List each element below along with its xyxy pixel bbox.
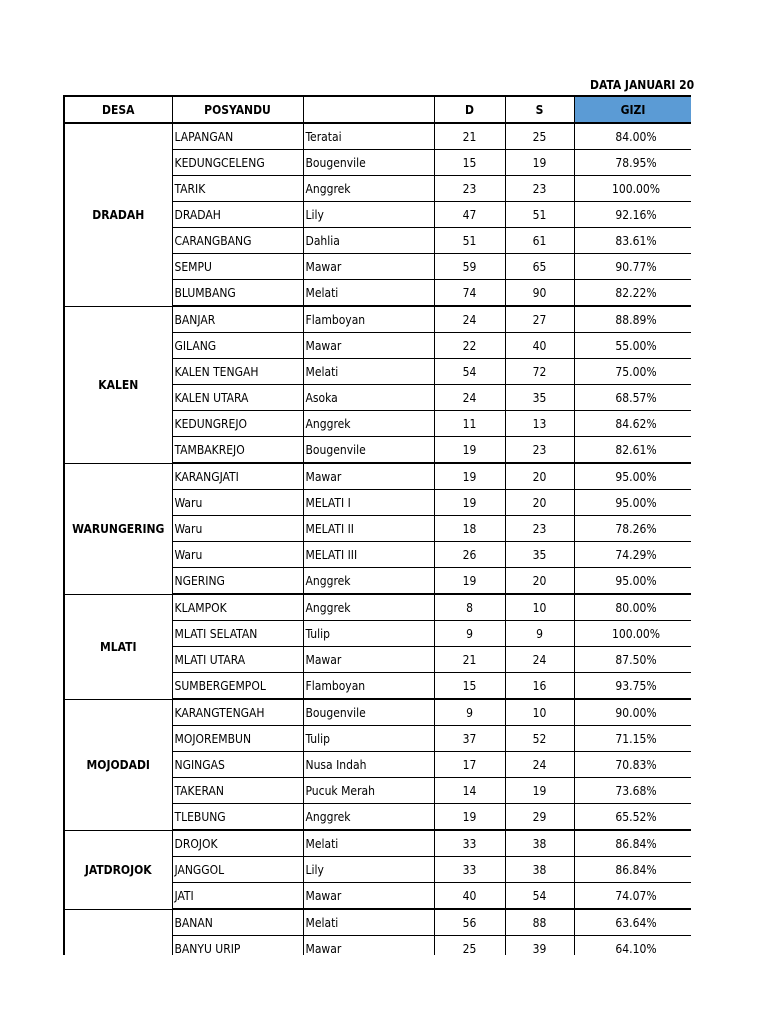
s-cell[interactable]: 38 — [505, 857, 574, 883]
desa-cell[interactable] — [64, 909, 172, 955]
s-cell[interactable]: 51 — [505, 202, 574, 228]
s-cell[interactable]: 24 — [505, 752, 574, 778]
d-cell[interactable]: 19 — [434, 463, 505, 490]
desa-cell[interactable]: MLATI — [64, 594, 172, 699]
posyandu-cell[interactable]: SUMBERGEMPOL — [172, 673, 303, 700]
s-cell[interactable]: 16 — [505, 673, 574, 700]
desa-cell[interactable]: WARUNGERING — [64, 463, 172, 594]
d-cell[interactable]: 74 — [434, 280, 505, 307]
s-cell[interactable]: 61 — [505, 228, 574, 254]
d-cell[interactable]: 19 — [434, 490, 505, 516]
posyandu-cell[interactable]: NGINGAS — [172, 752, 303, 778]
s-cell[interactable]: 23 — [505, 437, 574, 464]
gizi-cell[interactable]: 88.89% — [574, 306, 691, 333]
table-row — [64, 909, 691, 936]
posyandu-table — [63, 95, 691, 955]
d-cell[interactable]: 54 — [434, 359, 505, 385]
spreadsheet — [63, 95, 691, 955]
s-cell[interactable]: 23 — [505, 516, 574, 542]
nama-cell[interactable]: Melati — [303, 359, 434, 385]
gizi-cell[interactable]: 84.00% — [574, 123, 691, 150]
posyandu-cell[interactable]: TARIK — [172, 176, 303, 202]
nama-cell[interactable]: Lily — [303, 202, 434, 228]
s-cell[interactable]: 52 — [505, 726, 574, 752]
s-cell[interactable]: 13 — [505, 411, 574, 437]
s-cell[interactable]: 19 — [505, 778, 574, 804]
s-cell[interactable]: 9 — [505, 621, 574, 647]
d-cell[interactable]: 21 — [434, 647, 505, 673]
posyandu-cell[interactable]: BANAN — [172, 909, 303, 936]
posyandu-cell[interactable]: JANGGOL — [172, 857, 303, 883]
d-cell[interactable]: 8 — [434, 594, 505, 621]
posyandu-cell[interactable]: BLUMBANG — [172, 280, 303, 307]
nama-cell[interactable]: Mawar — [303, 936, 434, 956]
nama-cell[interactable]: Pucuk Merah — [303, 778, 434, 804]
nama-cell[interactable]: Flamboyan — [303, 306, 434, 333]
gizi-cell[interactable]: 74.07% — [574, 883, 691, 910]
d-cell[interactable]: 33 — [434, 830, 505, 857]
nama-cell[interactable]: Mawar — [303, 883, 434, 910]
nama-cell[interactable]: MELATI III — [303, 542, 434, 568]
s-cell[interactable]: 20 — [505, 463, 574, 490]
nama-cell[interactable]: Melati — [303, 909, 434, 936]
d-cell[interactable]: 51 — [434, 228, 505, 254]
col-header-s[interactable]: S — [505, 96, 574, 123]
posyandu-cell[interactable]: Waru — [172, 490, 303, 516]
gizi-cell[interactable]: 82.22% — [574, 280, 691, 307]
table-row — [64, 306, 691, 333]
gizi-cell[interactable]: 63.64% — [574, 909, 691, 936]
col-header-d[interactable]: D — [434, 96, 505, 123]
nama-cell[interactable]: Anggrek — [303, 176, 434, 202]
table-row — [64, 463, 691, 490]
sheet-heading: DATA JANUARI 20 — [590, 78, 695, 92]
s-cell[interactable]: 35 — [505, 385, 574, 411]
d-cell[interactable]: 23 — [434, 176, 505, 202]
desa-cell[interactable]: KALEN — [64, 306, 172, 463]
gizi-cell[interactable]: 90.77% — [574, 254, 691, 280]
posyandu-cell[interactable]: KEDUNGREJO — [172, 411, 303, 437]
d-cell[interactable]: 14 — [434, 778, 505, 804]
gizi-cell[interactable]: 86.84% — [574, 830, 691, 857]
nama-cell[interactable]: Mawar — [303, 647, 434, 673]
s-cell[interactable]: 35 — [505, 542, 574, 568]
gizi-cell[interactable]: 64.10% — [574, 936, 691, 956]
s-cell[interactable]: 23 — [505, 176, 574, 202]
d-cell[interactable]: 19 — [434, 568, 505, 595]
nama-cell[interactable]: Lily — [303, 857, 434, 883]
s-cell[interactable]: 20 — [505, 490, 574, 516]
s-cell[interactable]: 54 — [505, 883, 574, 910]
d-cell[interactable]: 25 — [434, 936, 505, 956]
d-cell[interactable]: 33 — [434, 857, 505, 883]
table-body — [64, 123, 691, 955]
posyandu-cell[interactable]: DRADAH — [172, 202, 303, 228]
posyandu-cell[interactable]: MLATI UTARA — [172, 647, 303, 673]
d-cell[interactable]: 18 — [434, 516, 505, 542]
posyandu-cell[interactable]: JATI — [172, 883, 303, 910]
posyandu-cell[interactable]: TAMBAKREJO — [172, 437, 303, 464]
d-cell[interactable]: 11 — [434, 411, 505, 437]
d-cell[interactable]: 15 — [434, 150, 505, 176]
gizi-cell[interactable]: 92.16% — [574, 202, 691, 228]
s-cell[interactable]: 39 — [505, 936, 574, 956]
posyandu-cell[interactable]: KLAMPOK — [172, 594, 303, 621]
posyandu-cell[interactable]: KARANGTENGAH — [172, 699, 303, 726]
posyandu-cell[interactable]: TAKERAN — [172, 778, 303, 804]
nama-cell[interactable]: Tulip — [303, 726, 434, 752]
d-cell[interactable]: 24 — [434, 385, 505, 411]
gizi-cell[interactable]: 95.00% — [574, 568, 691, 595]
nama-cell[interactable]: Bougenvile — [303, 150, 434, 176]
gizi-cell[interactable]: 83.61% — [574, 228, 691, 254]
d-cell[interactable]: 37 — [434, 726, 505, 752]
s-cell[interactable]: 38 — [505, 830, 574, 857]
posyandu-cell[interactable]: Waru — [172, 542, 303, 568]
d-cell[interactable]: 40 — [434, 883, 505, 910]
posyandu-cell[interactable]: Waru — [172, 516, 303, 542]
d-cell[interactable]: 19 — [434, 804, 505, 831]
posyandu-cell[interactable]: GILANG — [172, 333, 303, 359]
col-header-nama[interactable] — [303, 96, 434, 123]
posyandu-cell[interactable]: TLEBUNG — [172, 804, 303, 831]
gizi-cell[interactable]: 95.00% — [574, 490, 691, 516]
nama-cell[interactable]: Melati — [303, 280, 434, 307]
nama-cell[interactable]: Mawar — [303, 254, 434, 280]
posyandu-cell[interactable]: KEDUNGCELENG — [172, 150, 303, 176]
gizi-cell[interactable]: 65.52% — [574, 804, 691, 831]
gizi-cell[interactable]: 75.00% — [574, 359, 691, 385]
gizi-cell[interactable]: 84.62% — [574, 411, 691, 437]
d-cell[interactable]: 26 — [434, 542, 505, 568]
nama-cell[interactable]: Teratai — [303, 123, 434, 150]
gizi-cell[interactable]: 100.00% — [574, 176, 691, 202]
nama-cell[interactable]: Dahlia — [303, 228, 434, 254]
gizi-cell[interactable]: 95.00% — [574, 463, 691, 490]
nama-cell[interactable]: Mawar — [303, 463, 434, 490]
posyandu-cell[interactable]: KARANGJATI — [172, 463, 303, 490]
gizi-cell[interactable]: 78.95% — [574, 150, 691, 176]
gizi-cell[interactable]: 73.68% — [574, 778, 691, 804]
table-row — [64, 594, 691, 621]
table-row — [64, 123, 691, 150]
s-cell[interactable]: 90 — [505, 280, 574, 307]
desa-cell[interactable]: MOJODADI — [64, 699, 172, 830]
s-cell[interactable]: 72 — [505, 359, 574, 385]
s-cell[interactable]: 25 — [505, 123, 574, 150]
d-cell[interactable]: 24 — [434, 306, 505, 333]
s-cell[interactable]: 20 — [505, 568, 574, 595]
gizi-cell[interactable]: 74.29% — [574, 542, 691, 568]
d-cell[interactable]: 56 — [434, 909, 505, 936]
posyandu-cell[interactable]: SEMPU — [172, 254, 303, 280]
s-cell[interactable]: 29 — [505, 804, 574, 831]
gizi-cell[interactable]: 68.57% — [574, 385, 691, 411]
posyandu-cell[interactable]: MOJOREMBUN — [172, 726, 303, 752]
col-header-gizi[interactable]: GIZI — [574, 96, 691, 123]
posyandu-cell[interactable]: KALEN TENGAH — [172, 359, 303, 385]
posyandu-cell[interactable]: CARANGBANG — [172, 228, 303, 254]
nama-cell[interactable]: Nusa Indah — [303, 752, 434, 778]
nama-cell[interactable]: MELATI I — [303, 490, 434, 516]
posyandu-cell[interactable]: DROJOK — [172, 830, 303, 857]
gizi-cell[interactable]: 55.00% — [574, 333, 691, 359]
posyandu-cell[interactable]: NGERING — [172, 568, 303, 595]
s-cell[interactable]: 40 — [505, 333, 574, 359]
desa-cell[interactable]: JATDROJOK — [64, 830, 172, 909]
d-cell[interactable]: 9 — [434, 621, 505, 647]
gizi-cell[interactable]: 80.00% — [574, 594, 691, 621]
d-cell[interactable]: 9 — [434, 699, 505, 726]
nama-cell[interactable]: Flamboyan — [303, 673, 434, 700]
posyandu-cell[interactable]: MLATI SELATAN — [172, 621, 303, 647]
nama-cell[interactable]: Anggrek — [303, 568, 434, 595]
nama-cell[interactable]: Bougenvile — [303, 437, 434, 464]
posyandu-cell[interactable]: BANJAR — [172, 306, 303, 333]
nama-cell[interactable]: Asoka — [303, 385, 434, 411]
d-cell[interactable]: 17 — [434, 752, 505, 778]
s-cell[interactable]: 27 — [505, 306, 574, 333]
gizi-cell[interactable]: 100.00% — [574, 621, 691, 647]
col-header-posyandu[interactable]: POSYANDU — [172, 96, 303, 123]
nama-cell[interactable]: Tulip — [303, 621, 434, 647]
d-cell[interactable]: 47 — [434, 202, 505, 228]
s-cell[interactable]: 10 — [505, 594, 574, 621]
posyandu-cell[interactable]: KALEN UTARA — [172, 385, 303, 411]
gizi-cell[interactable]: 70.83% — [574, 752, 691, 778]
s-cell[interactable]: 10 — [505, 699, 574, 726]
gizi-cell[interactable]: 90.00% — [574, 699, 691, 726]
gizi-cell[interactable]: 78.26% — [574, 516, 691, 542]
d-cell[interactable]: 19 — [434, 437, 505, 464]
s-cell[interactable]: 65 — [505, 254, 574, 280]
nama-cell[interactable]: Anggrek — [303, 594, 434, 621]
d-cell[interactable]: 15 — [434, 673, 505, 700]
table-row — [64, 699, 691, 726]
posyandu-cell[interactable]: LAPANGAN — [172, 123, 303, 150]
header-row — [64, 96, 691, 123]
gizi-cell[interactable]: 86.84% — [574, 857, 691, 883]
gizi-cell[interactable]: 71.15% — [574, 726, 691, 752]
nama-cell[interactable]: Anggrek — [303, 411, 434, 437]
gizi-cell[interactable]: 93.75% — [574, 673, 691, 700]
nama-cell[interactable]: Anggrek — [303, 804, 434, 831]
gizi-cell[interactable]: 87.50% — [574, 647, 691, 673]
d-cell[interactable]: 59 — [434, 254, 505, 280]
nama-cell[interactable]: Mawar — [303, 333, 434, 359]
d-cell[interactable]: 22 — [434, 333, 505, 359]
s-cell[interactable]: 88 — [505, 909, 574, 936]
col-header-desa[interactable]: DESA — [64, 96, 172, 123]
d-cell[interactable]: 21 — [434, 123, 505, 150]
nama-cell[interactable]: MELATI II — [303, 516, 434, 542]
nama-cell[interactable]: Melati — [303, 830, 434, 857]
s-cell[interactable]: 24 — [505, 647, 574, 673]
desa-cell[interactable]: DRADAH — [64, 123, 172, 306]
s-cell[interactable]: 19 — [505, 150, 574, 176]
nama-cell[interactable]: Bougenvile — [303, 699, 434, 726]
table-row — [64, 830, 691, 857]
gizi-cell[interactable]: 82.61% — [574, 437, 691, 464]
posyandu-cell[interactable]: BANYU URIP — [172, 936, 303, 956]
